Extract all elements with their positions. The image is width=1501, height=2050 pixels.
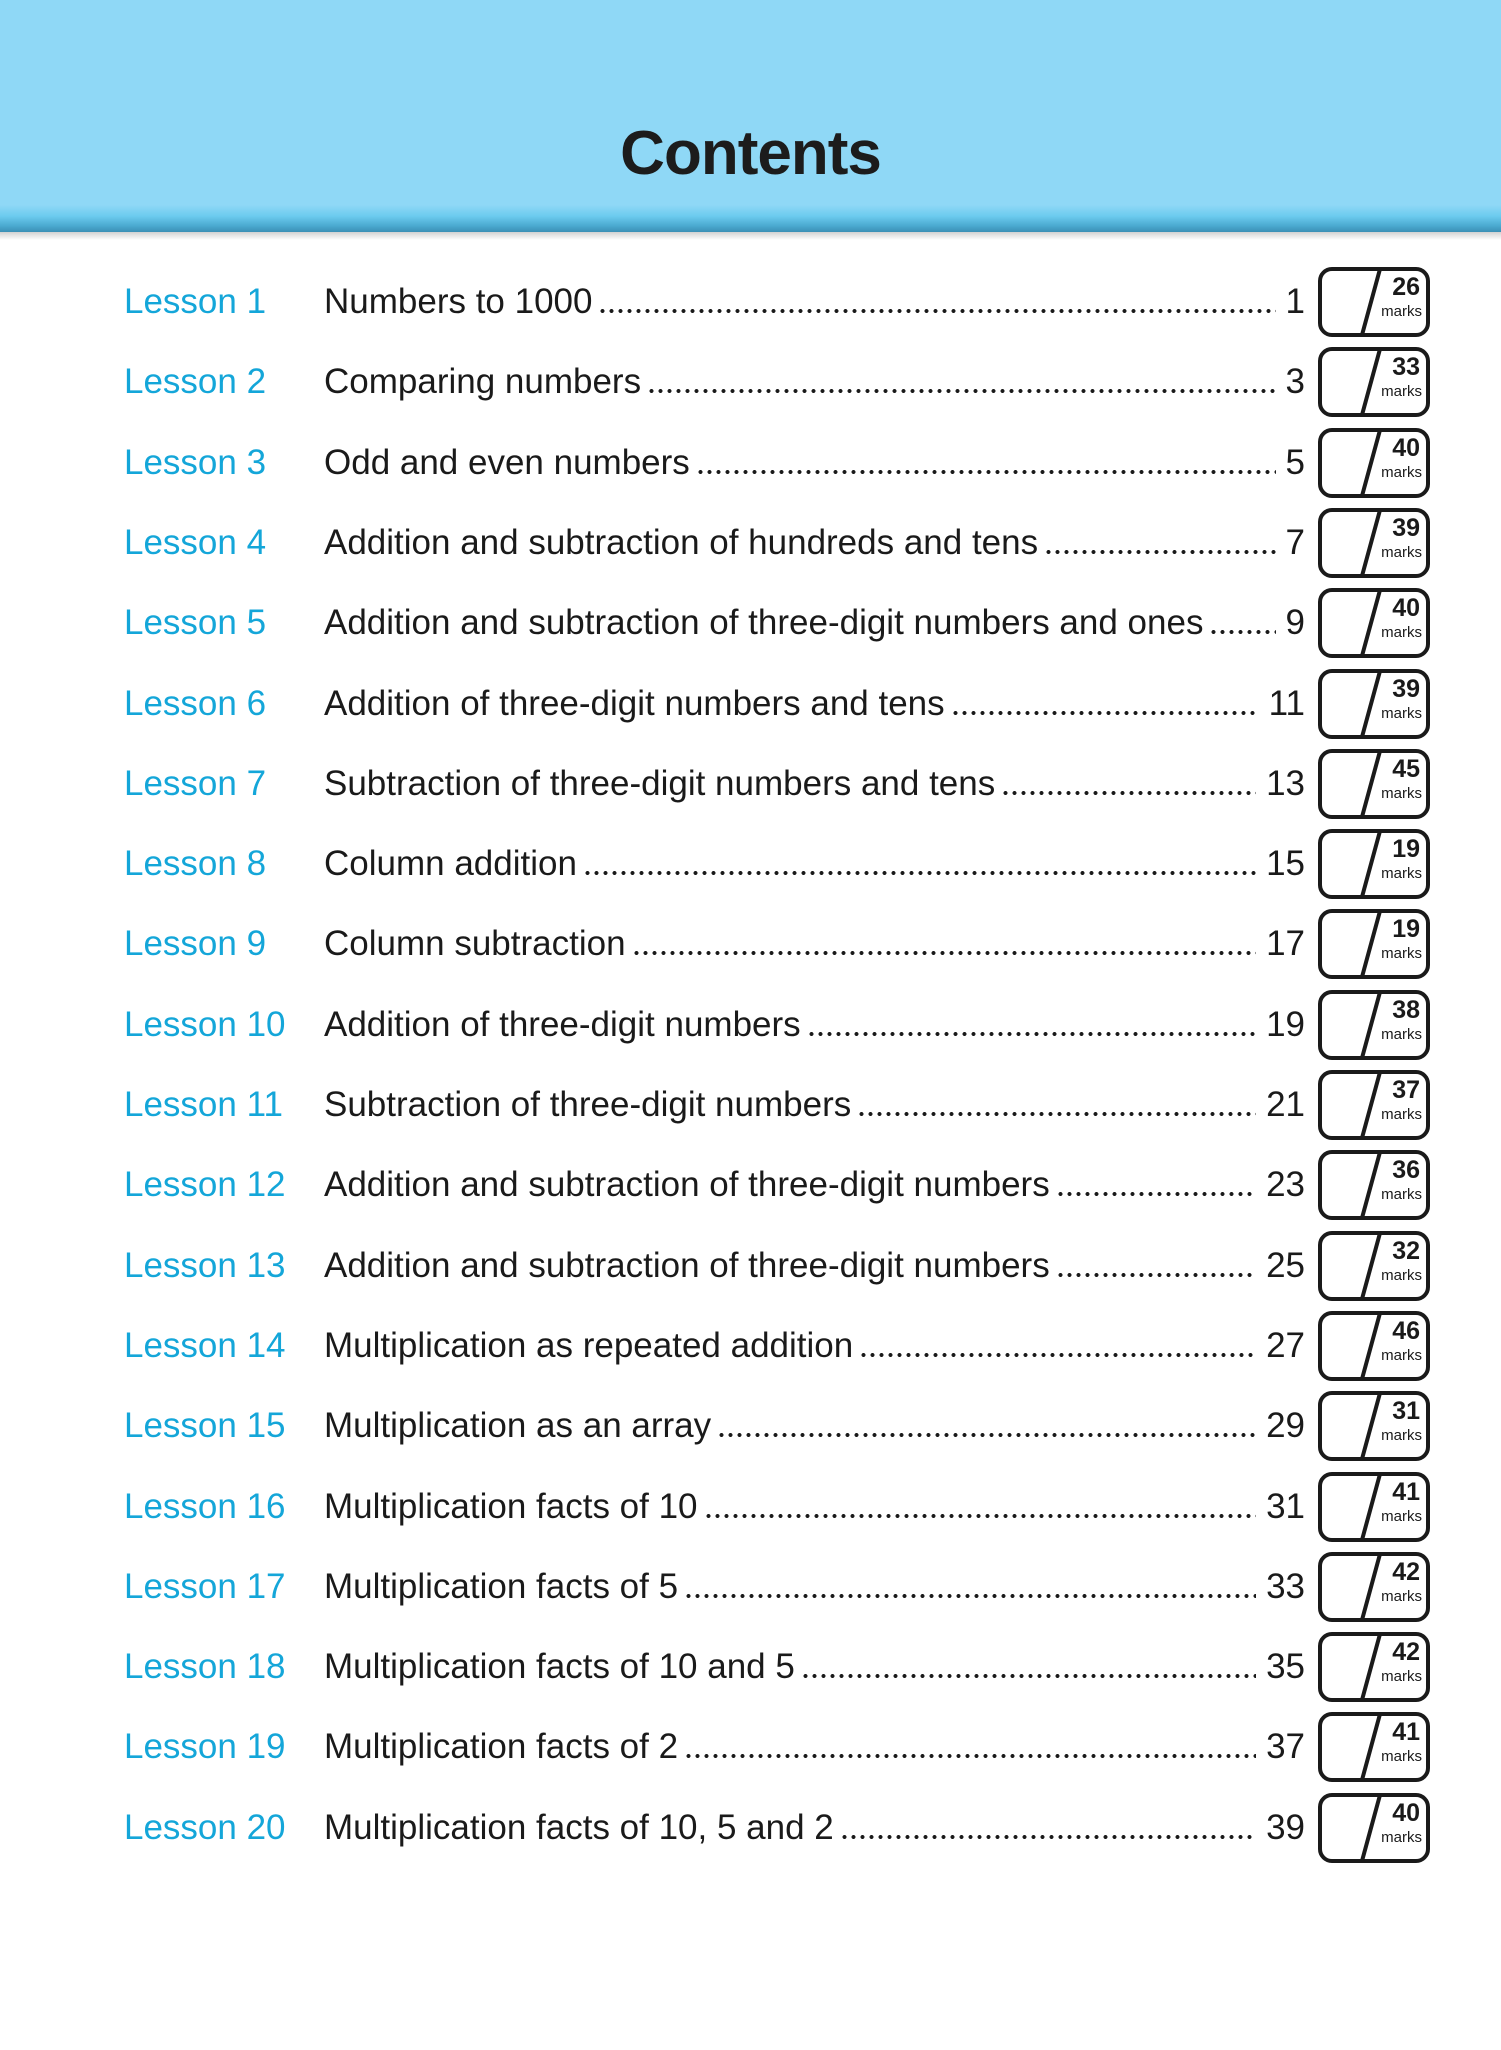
lesson-label: Lesson 7 bbox=[124, 764, 267, 803]
dot-leader bbox=[840, 1835, 1256, 1839]
marks-total: 42 bbox=[1392, 1558, 1420, 1586]
lesson-title: Multiplication as an array bbox=[324, 1406, 712, 1445]
lesson-title: Addition and subtraction of three-digit numbers bbox=[324, 1165, 1050, 1204]
page-number: 31 bbox=[1266, 1487, 1305, 1526]
page-number: 23 bbox=[1266, 1165, 1305, 1204]
dot-leader bbox=[684, 1594, 1256, 1598]
marks-total: 42 bbox=[1392, 1638, 1420, 1666]
toc-row-lesson-14[interactable] bbox=[0, 1309, 1501, 1389]
lesson-entry bbox=[324, 1246, 1305, 1286]
dot-leader bbox=[1001, 791, 1256, 795]
lesson-label: Lesson 6 bbox=[124, 684, 267, 723]
dot-leader bbox=[1056, 1192, 1256, 1196]
toc-row-lesson-20[interactable] bbox=[0, 1791, 1501, 1871]
lesson-title: Column subtraction bbox=[324, 924, 626, 963]
page-title: Contents bbox=[620, 119, 881, 188]
lesson-label: Lesson 13 bbox=[124, 1246, 286, 1285]
lesson-title: Addition of three-digit numbers and tens bbox=[324, 684, 945, 723]
marks-unit: marks bbox=[1381, 1267, 1422, 1284]
toc-row-lesson-16[interactable] bbox=[0, 1470, 1501, 1550]
lesson-label: Lesson 14 bbox=[124, 1326, 286, 1365]
marks-box bbox=[1318, 1472, 1430, 1542]
lesson-entry bbox=[324, 684, 1305, 724]
marks-unit: marks bbox=[1381, 1427, 1422, 1444]
marks-box bbox=[1318, 1391, 1430, 1461]
marks-box bbox=[1318, 1150, 1430, 1220]
marks-unit: marks bbox=[1381, 1588, 1422, 1605]
marks-total: 39 bbox=[1392, 514, 1420, 542]
lesson-label: Lesson 18 bbox=[124, 1647, 286, 1686]
toc-row-lesson-9[interactable] bbox=[0, 907, 1501, 987]
toc-row-lesson-19[interactable] bbox=[0, 1710, 1501, 1790]
lesson-title: Multiplication facts of 2 bbox=[324, 1727, 679, 1766]
marks-box bbox=[1318, 1231, 1430, 1301]
toc-row-lesson-11[interactable] bbox=[0, 1068, 1501, 1148]
marks-unit: marks bbox=[1381, 865, 1422, 882]
toc-row-lesson-8[interactable] bbox=[0, 827, 1501, 907]
lesson-title: Subtraction of three-digit numbers and tens bbox=[324, 764, 996, 803]
marks-unit: marks bbox=[1381, 1026, 1422, 1043]
marks-box bbox=[1318, 588, 1430, 658]
marks-total: 38 bbox=[1392, 996, 1420, 1024]
dot-leader bbox=[857, 1112, 1256, 1116]
lesson-label: Lesson 19 bbox=[124, 1727, 286, 1766]
marks-box bbox=[1318, 1311, 1430, 1381]
lesson-label: Lesson 12 bbox=[124, 1165, 286, 1204]
lesson-entry bbox=[324, 1005, 1305, 1045]
dot-leader bbox=[807, 1032, 1256, 1036]
lesson-title: Multiplication facts of 10, 5 and 2 bbox=[324, 1808, 834, 1847]
toc-row-lesson-7[interactable] bbox=[0, 747, 1501, 827]
marks-box bbox=[1318, 1793, 1430, 1863]
lesson-entry bbox=[324, 443, 1305, 483]
toc-row-lesson-6[interactable] bbox=[0, 667, 1501, 747]
marks-unit: marks bbox=[1381, 1668, 1422, 1685]
marks-box bbox=[1318, 428, 1430, 498]
page-header bbox=[0, 0, 1501, 232]
lesson-label: Lesson 11 bbox=[124, 1085, 283, 1124]
marks-unit: marks bbox=[1381, 785, 1422, 802]
lesson-title: Addition of three-digit numbers bbox=[324, 1005, 801, 1044]
lesson-entry bbox=[324, 1808, 1305, 1848]
header-shadow bbox=[0, 232, 1501, 240]
toc-row-lesson-2[interactable] bbox=[0, 345, 1501, 425]
marks-total: 31 bbox=[1392, 1397, 1420, 1425]
lesson-entry bbox=[324, 1647, 1305, 1687]
lesson-title: Multiplication facts of 5 bbox=[324, 1567, 679, 1606]
marks-box bbox=[1318, 1712, 1430, 1782]
marks-unit: marks bbox=[1381, 1508, 1422, 1525]
dot-leader bbox=[717, 1433, 1256, 1437]
marks-box bbox=[1318, 909, 1430, 979]
toc-row-lesson-13[interactable] bbox=[0, 1229, 1501, 1309]
lesson-entry bbox=[324, 1567, 1305, 1607]
marks-unit: marks bbox=[1381, 1106, 1422, 1123]
page-number: 3 bbox=[1285, 362, 1305, 401]
marks-box bbox=[1318, 508, 1430, 578]
lesson-entry bbox=[324, 1326, 1305, 1366]
toc-row-lesson-1[interactable] bbox=[0, 265, 1501, 345]
marks-total: 45 bbox=[1392, 755, 1420, 783]
marks-total: 32 bbox=[1392, 1237, 1420, 1265]
page-number: 21 bbox=[1266, 1085, 1305, 1124]
marks-unit: marks bbox=[1381, 624, 1422, 641]
page-number: 29 bbox=[1266, 1406, 1305, 1445]
marks-total: 41 bbox=[1392, 1718, 1420, 1746]
lesson-title: Numbers to 1000 bbox=[324, 282, 593, 321]
marks-total: 37 bbox=[1392, 1076, 1420, 1104]
lesson-entry bbox=[324, 844, 1305, 884]
lesson-title: Addition and subtraction of three-digit numbers bbox=[324, 1246, 1050, 1285]
dot-leader bbox=[1056, 1273, 1256, 1277]
marks-total: 46 bbox=[1392, 1317, 1420, 1345]
page-number: 5 bbox=[1285, 443, 1305, 482]
lesson-title: Addition and subtraction of three-digit numbers and ones bbox=[324, 603, 1204, 642]
lesson-entry bbox=[324, 1406, 1305, 1446]
marks-box bbox=[1318, 669, 1430, 739]
toc-row-lesson-5[interactable] bbox=[0, 586, 1501, 666]
page-number: 7 bbox=[1285, 523, 1305, 562]
marks-total: 41 bbox=[1392, 1478, 1420, 1506]
lesson-entry bbox=[324, 282, 1305, 322]
page-number: 25 bbox=[1266, 1246, 1305, 1285]
page-number: 35 bbox=[1266, 1647, 1305, 1686]
page-number: 33 bbox=[1266, 1567, 1305, 1606]
marks-total: 40 bbox=[1392, 1799, 1420, 1827]
lesson-label: Lesson 15 bbox=[124, 1406, 286, 1445]
marks-total: 26 bbox=[1392, 273, 1420, 301]
lesson-label: Lesson 5 bbox=[124, 603, 267, 642]
lesson-title: Multiplication as repeated addition bbox=[324, 1326, 854, 1365]
dot-leader bbox=[801, 1674, 1256, 1678]
dot-leader bbox=[951, 711, 1259, 715]
lesson-label: Lesson 20 bbox=[124, 1808, 286, 1847]
marks-total: 39 bbox=[1392, 675, 1420, 703]
page-number: 9 bbox=[1285, 603, 1305, 642]
lesson-entry bbox=[324, 362, 1305, 402]
marks-box bbox=[1318, 1632, 1430, 1702]
page-number: 15 bbox=[1266, 844, 1305, 883]
lesson-label: Lesson 17 bbox=[124, 1567, 286, 1606]
marks-unit: marks bbox=[1381, 1748, 1422, 1765]
marks-box bbox=[1318, 1552, 1430, 1622]
marks-total: 40 bbox=[1392, 434, 1420, 462]
marks-box bbox=[1318, 267, 1430, 337]
marks-unit: marks bbox=[1381, 945, 1422, 962]
lesson-entry bbox=[324, 603, 1305, 643]
lesson-entry bbox=[324, 924, 1305, 964]
dot-leader bbox=[696, 470, 1276, 474]
toc-row-lesson-17[interactable] bbox=[0, 1550, 1501, 1630]
dot-leader bbox=[583, 871, 1256, 875]
marks-box bbox=[1318, 1070, 1430, 1140]
marks-box bbox=[1318, 990, 1430, 1060]
marks-box bbox=[1318, 749, 1430, 819]
toc-row-lesson-18[interactable] bbox=[0, 1630, 1501, 1710]
lesson-title: Multiplication facts of 10 bbox=[324, 1487, 698, 1526]
page-number: 37 bbox=[1266, 1727, 1305, 1766]
lesson-entry bbox=[324, 1165, 1305, 1205]
marks-unit: marks bbox=[1381, 383, 1422, 400]
marks-unit: marks bbox=[1381, 705, 1422, 722]
toc-row-lesson-10[interactable] bbox=[0, 988, 1501, 1068]
lesson-label: Lesson 8 bbox=[124, 844, 267, 883]
toc-row-lesson-12[interactable] bbox=[0, 1148, 1501, 1228]
lesson-label: Lesson 1 bbox=[124, 282, 267, 321]
marks-total: 19 bbox=[1392, 835, 1420, 863]
marks-box bbox=[1318, 347, 1430, 417]
marks-unit: marks bbox=[1381, 1829, 1422, 1846]
toc-row-lesson-3[interactable] bbox=[0, 426, 1501, 506]
page-number: 13 bbox=[1266, 764, 1305, 803]
lesson-entry bbox=[324, 1085, 1305, 1125]
lesson-label: Lesson 9 bbox=[124, 924, 267, 963]
lesson-entry bbox=[324, 764, 1305, 804]
toc-row-lesson-4[interactable] bbox=[0, 506, 1501, 586]
dot-leader bbox=[1044, 550, 1275, 554]
marks-total: 19 bbox=[1392, 915, 1420, 943]
lesson-entry bbox=[324, 1727, 1305, 1767]
dot-leader bbox=[632, 951, 1257, 955]
marks-unit: marks bbox=[1381, 1186, 1422, 1203]
dot-leader bbox=[598, 309, 1275, 313]
lesson-label: Lesson 2 bbox=[124, 362, 267, 401]
page-number: 39 bbox=[1266, 1808, 1305, 1847]
lesson-title: Multiplication facts of 10 and 5 bbox=[324, 1647, 795, 1686]
lesson-label: Lesson 3 bbox=[124, 443, 267, 482]
lesson-entry bbox=[324, 523, 1305, 563]
dot-leader bbox=[859, 1353, 1256, 1357]
lesson-title: Column addition bbox=[324, 844, 577, 883]
marks-total: 36 bbox=[1392, 1156, 1420, 1184]
lesson-title: Addition and subtraction of hundreds and tens bbox=[324, 523, 1039, 562]
lesson-title: Odd and even numbers bbox=[324, 443, 690, 482]
toc-row-lesson-15[interactable] bbox=[0, 1389, 1501, 1469]
lesson-title: Subtraction of three-digit numbers bbox=[324, 1085, 852, 1124]
lesson-title: Comparing numbers bbox=[324, 362, 642, 401]
lesson-label: Lesson 10 bbox=[124, 1005, 286, 1044]
marks-box bbox=[1318, 829, 1430, 899]
marks-unit: marks bbox=[1381, 1347, 1422, 1364]
page-number: 1 bbox=[1285, 282, 1305, 321]
marks-total: 33 bbox=[1392, 353, 1420, 381]
dot-leader bbox=[704, 1514, 1257, 1518]
page-number: 19 bbox=[1266, 1005, 1305, 1044]
marks-unit: marks bbox=[1381, 303, 1422, 320]
page-number: 17 bbox=[1266, 924, 1305, 963]
marks-unit: marks bbox=[1381, 464, 1422, 481]
dot-leader bbox=[647, 389, 1275, 393]
marks-unit: marks bbox=[1381, 544, 1422, 561]
marks-total: 40 bbox=[1392, 594, 1420, 622]
lesson-label: Lesson 16 bbox=[124, 1487, 286, 1526]
dot-leader bbox=[684, 1754, 1256, 1758]
page-number: 27 bbox=[1266, 1326, 1305, 1365]
lesson-label: Lesson 4 bbox=[124, 523, 267, 562]
lesson-entry bbox=[324, 1487, 1305, 1527]
page-number: 11 bbox=[1268, 684, 1305, 723]
dot-leader bbox=[1209, 630, 1275, 634]
